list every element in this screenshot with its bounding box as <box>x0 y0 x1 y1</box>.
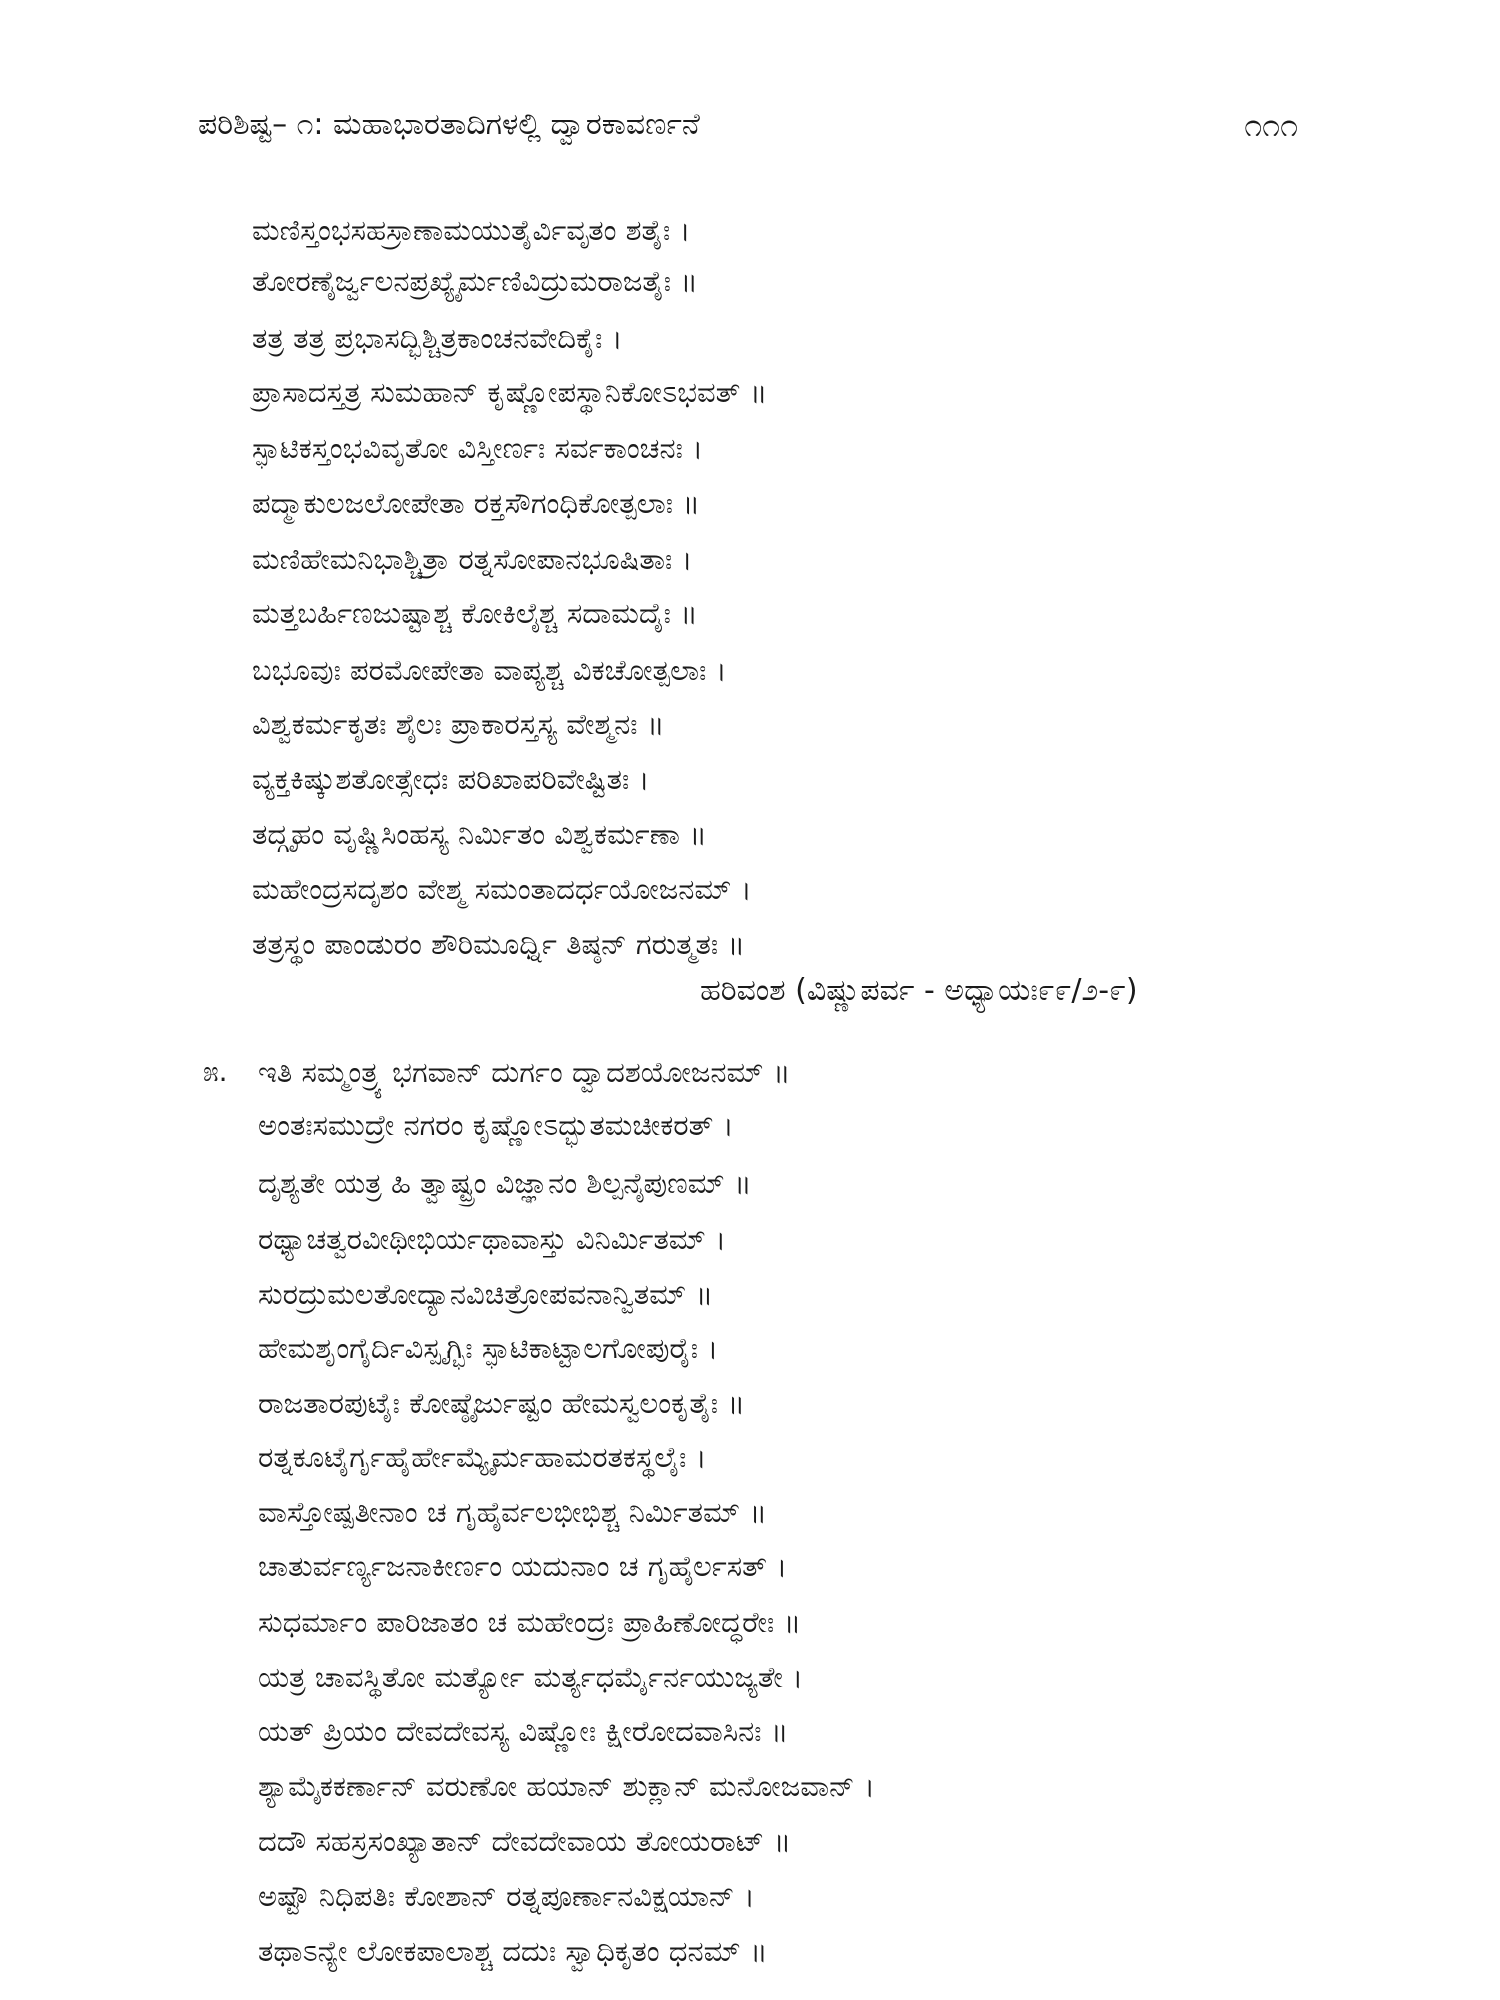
verse-line: ತದ್ಗೃಹಂ ವೃಷ್ಣಿಸಿಂಹಸ್ಯ ನಿರ್ಮಿತಂ ವಿಶ್ವಕರ್ಮಣಾ ॥ <box>252 817 707 851</box>
verse-line: ಚಾತುರ್ವರ್ಣ್ಯಜನಾಕೀರ್ಣಂ ಯದುನಾಂ ಚ ಗೃಹೈರ್ಲಸತ್ । <box>258 1549 788 1583</box>
verse-line: ಮತ್ತಬರ್ಹಿಣಜುಷ್ಟಾಶ್ಚ ಕೋಕಿಲೈಶ್ಚ ಸದಾಮದೈಃ ॥ <box>252 596 698 630</box>
verse-line: ಸುಧರ್ಮಾಂ ಪಾರಿಜಾತಂ ಚ ಮಹೇಂದ್ರಃ ಪ್ರಾಹಿಣೋದ್ಧರೇಃ ॥ <box>258 1605 802 1639</box>
verse-line: ರತ್ನಕೂಟೈರ್ಗೃಹೈರ್ಹೇಮ್ಯೈರ್ಮಹಾಮರತಕಸ್ಥಲೈಃ । <box>258 1440 707 1474</box>
verse-line: ಯತ್ರ ಚಾವಸ್ಥಿತೋ ಮರ್ತ್ಯೋ ಮರ್ತ್ಯಧರ್ಮೈರ್ನಯುಜ್ಯತೇ । <box>258 1660 804 1694</box>
verse-line: ದೃಶ್ಯತೇ ಯತ್ರ ಹಿ ತ್ವಾಷ್ಟ್ರಂ ವಿಜ್ಞಾನಂ ಶಿಲ್ಪನೈಪುಣಮ್ ॥ <box>258 1166 752 1200</box>
verse-line: ಪ್ರಾಸಾದಸ್ತತ್ರ ಸುಮಹಾನ್ ಕೃಷ್ಣೋಪಸ್ಥಾನಿಕೋಽಭವತ್ ॥ <box>252 375 768 409</box>
verse-line: ದದೌ ಸಹಸ್ರಸಂಖ್ಯಾತಾನ್ ದೇವದೇವಾಯ ತೋಯರಾಟ್ ॥ <box>258 1824 792 1858</box>
verse-line: ವಾಸ್ತೋಷ್ಪತೀನಾಂ ಚ ಗೃಹೈರ್ವಲಭೀಭಿಶ್ಚ ನಿರ್ಮಿತಮ್ ॥ <box>258 1495 767 1529</box>
verse-line: ತಥಾಽನ್ಯೇ ಲೋಕಪಾಲಾಶ್ಚ ದದುಃ ಸ್ವಾಧಿಕೃತಂ ಧನಮ್ ॥ <box>258 1934 768 1968</box>
verse-line: ಇತಿ ಸಮ್ಮಂತ್ರ್ಯ ಭಗವಾನ್ ದುರ್ಗಂ ದ್ವಾದಶಯೋಜನಮ್ ॥ <box>258 1055 791 1089</box>
verse-number: ೫. <box>203 1055 228 1088</box>
verse-line: ವ್ಯಕ್ತಕಿಷ್ಕುಶತೋತ್ಸೇಧಃ ಪರಿಖಾಪರಿವೇಷ್ಟಿತಃ । <box>252 762 650 796</box>
verse-line: ವಿಶ್ವಕರ್ಮಕೃತಃ ಶೈಲಃ ಪ್ರಾಕಾರಸ್ತಸ್ಯ ವೇಶ್ಮನಃ ॥ <box>252 707 665 741</box>
verse-line: ಯತ್ ಪ್ರಿಯಂ ದೇವದೇವಸ್ಯ ವಿಷ್ಣೋಃ ಕ್ಷೀರೋದವಾಸಿನಃ ॥ <box>258 1714 789 1748</box>
verse-line: ಸುರದ್ರುಮಲತೋದ್ಯಾನವಿಚಿತ್ರೋಪವನಾನ್ವಿತಮ್ ॥ <box>258 1277 714 1311</box>
verse-line: ಶ್ಯಾಮೈಕಕರ್ಣಾನ್ ವರುಣೋ ಹಯಾನ್ ಶುಕ್ಲಾನ್ ಮನೋಜವಾನ್ । <box>258 1769 875 1803</box>
verse-line: ಹೇಮಶೃಂಗೈರ್ದಿವಿಸ್ಪೃಗ್ಭಿಃ ಸ್ಫಾಟಿಕಾಟ್ಟಾಲಗೋಪುರೈಃ । <box>258 1331 719 1365</box>
verse-line: ಅಂತಃಸಮುದ್ರೇ ನಗರಂ ಕೃಷ್ಣೋಽದ್ಭುತಮಚೀಕರತ್ । <box>258 1108 734 1142</box>
page-number: ೧೧೧ <box>1244 106 1298 144</box>
verse-line: ಪದ್ಮಾಕುಲಜಲೋಪೇತಾ ರಕ್ತಸೌಗಂಧಿಕೋತ್ಪಲಾಃ ॥ <box>252 486 700 520</box>
verse-line: ಮಣಿಹೇಮನಿಭಾಶ್ಚಿತ್ರಾ ರತ್ನಸೋಪಾನಭೂಷಿತಾಃ । <box>252 542 693 576</box>
verse-line: ತೋರಣೈರ್ಜ್ವಲನಪ್ರಖ್ಯೈರ್ಮಣಿವಿದ್ರುಮರಾಜತೈಃ ॥ <box>252 264 698 298</box>
verse-line: ಬಭೂವುಃ ಪರಮೋಪೇತಾ ವಾಪ್ಯಶ್ಚ ವಿಕಚೋತ್ಪಲಾಃ । <box>252 653 727 687</box>
running-header-title: ಪರಿಶಿಷ್ಟ– ೧: ಮಹಾಭಾರತಾದಿಗಳಲ್ಲಿ ದ್ವಾರಕಾವರ್ಣನೆ <box>198 107 700 142</box>
verse-line: ಸ್ಫಾಟಿಕಸ್ತಂಭವಿವೃತೋ ವಿಸ್ತೀರ್ಣಃ ಸರ್ವಕಾಂಚನಃ । <box>252 431 704 465</box>
verse-line: ಮಣಿಸ್ತಂಭಸಹಸ್ರಾಣಾಮಯುತೈರ್ವಿವೃತಂ ಶತೈಃ । <box>252 213 691 247</box>
source-citation: ಹರಿವಂಶ (ವಿಷ್ಣುಪರ್ವ - ಅಧ್ಯಾಯಃ೯೯/೨-೯) <box>700 973 1138 1008</box>
verse-line: ತತ್ರ ತತ್ರ ಪ್ರಭಾಸದ್ಭಿಶ್ಚಿತ್ರಕಾಂಚನವೇದಿಕೈಃ । <box>252 321 623 355</box>
verse-line: ಅಷ್ಟೌ ನಿಧಿಪತಿಃ ಕೋಶಾನ್ ರತ್ನಪೂರ್ಣಾನವಿಕ್ಷಯಾನ್ । <box>258 1879 755 1913</box>
verse-line: ರಥ್ಯಾಚತ್ವರವೀಥೀಭಿರ್ಯಥಾವಾಸ್ತು ವಿನಿರ್ಮಿತಮ್ । <box>258 1222 727 1256</box>
verse-line: ತತ್ರಸ್ಥಂ ಪಾಂಡುರಂ ಶೌರಿಮೂರ್ಧ್ನಿ ತಿಷ್ಠನ್ ಗರುತ್ಮತಃ ॥ <box>252 927 745 961</box>
page-header <box>198 100 1298 150</box>
verse-line: ಮಹೇಂದ್ರಸದೃಶಂ ವೇಶ್ಮ ಸಮಂತಾದರ್ಧಯೋಜನಮ್ । <box>252 872 752 906</box>
verse-line: ರಾಜತಾರಪುಟೈಃ ಕೋಷ್ಠೈರ್ಜುಷ್ಟಂ ಹೇಮಸ್ವಲಂಕೃತೈಃ ॥ <box>258 1386 745 1420</box>
